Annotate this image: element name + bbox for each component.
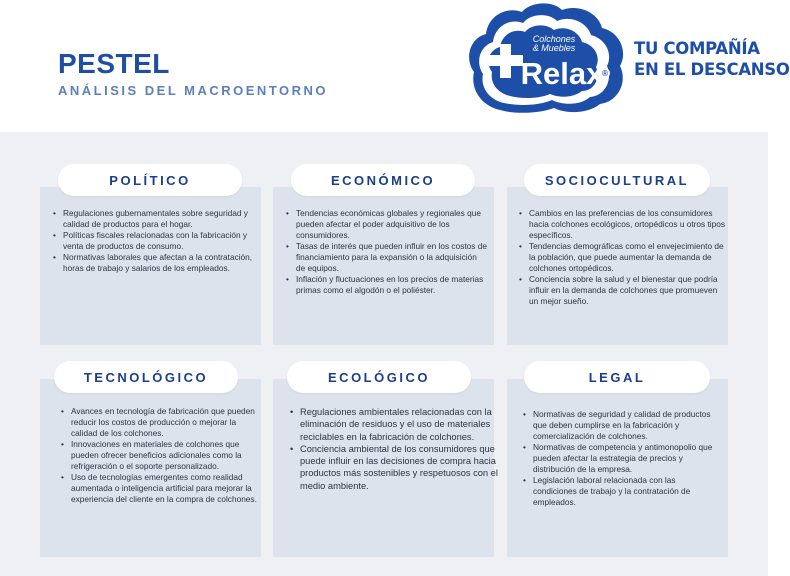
card-items-legal — [523, 409, 719, 508]
registered-mark: ® — [602, 69, 608, 78]
logo-brand: Relax — [520, 56, 604, 91]
logo-line-2: & Muebles — [532, 43, 576, 53]
card-label-legal: LEGAL — [524, 361, 710, 393]
header — [0, 0, 790, 132]
tagline-line-1: TU COMPAÑÍA — [634, 39, 760, 58]
list-item: • Tendencias demográficas como el envejecimiento de la población, que puede aumentar la demanda de colchones ortopédicos. — [529, 241, 727, 274]
list-item: • Normativas de competencia y antimonopolio que pueden afectar la estrategia de precios y distribución de la empresa. — [533, 442, 719, 475]
list-item: • Normativas de seguridad y calidad de productos que deben cumplirse en la fabricación y comercialización de colchones. — [533, 409, 719, 442]
list-item: • Tasas de interés que pueden influir en los costos de financiamiento para la expansión o la adquisición de equipos. — [296, 241, 488, 274]
list-item: • Conciencia ambiental de los consumidores que puede influir en las decisiones de compra hacia productos más sostenibles y respetuosos con el medio ambiente. — [300, 443, 507, 492]
page-title: PESTEL — [58, 48, 170, 79]
list-item: • Políticas fiscales relacionadas con la fabricación y venta de productos de consumo. — [63, 230, 255, 252]
card-label-sociocultural: SOCIOCULTURAL — [524, 164, 710, 196]
list-item: • Regulaciones gubernamentales sobre seguridad y calidad de productos para el hogar. — [63, 208, 255, 230]
card-label-ecologico: ECOLÓGICO — [287, 361, 471, 393]
list-item: • Legislación laboral relacionada con las condiciones de trabajo y la contratación de empleados. — [533, 475, 719, 508]
card-label-politico: POLÍTICO — [58, 164, 242, 196]
list-item: • Avances en tecnología de fabricación que pueden reducir los costos de producción o mejorar la calidad de los colchones. — [71, 406, 258, 439]
page-subtitle: ANÁLISIS DEL MACROENTORNO — [58, 83, 329, 98]
list-item: • Inflación y fluctuaciones en los precios de materias primas como el algodón o el poliéster. — [296, 274, 488, 296]
pestel-grid — [0, 132, 768, 576]
card-items-politico — [53, 208, 255, 274]
card-label-tecnologico: TECNOLÓGICO — [54, 361, 238, 393]
list-item: • Normativas laborales que afectan a la contratación, horas de trabajo y salarios de los empleados. — [63, 252, 255, 274]
list-item: • Regulaciones ambientales relacionadas con la eliminación de residuos y el uso de materiales reciclables en la fabricación de colchones. — [300, 406, 507, 443]
logo-line-1: Colchones — [532, 34, 576, 44]
list-item: • Cambios en las preferencias de los consumidores hacia colchones ecológicos, ortopédicos u otros tipos específicos. — [529, 208, 727, 241]
list-item: • Innovaciones en materiales de colchones que pueden ofrecer beneficios adicionales como la refrigeración o el soporte personalizado. — [71, 439, 258, 472]
relax-logo — [466, 2, 626, 114]
card-items-tecnologico — [61, 406, 258, 505]
tagline — [634, 38, 790, 80]
list-item: • Uso de tecnologías emergentes como realidad aumentada o inteligencia artificial para mejorar la experiencia del cliente en la compra de colchones. — [71, 472, 258, 505]
list-item: • Conciencia sobre la salud y el bienestar que podría influir en la demanda de colchones que promueven un mejor sueño. — [529, 274, 727, 307]
card-items-ecologico — [290, 406, 507, 492]
card-label-economico: ECONÓMICO — [291, 164, 475, 196]
list-item: • Tendencias económicas globales y regionales que pueden afectar el poder adquisitivo de los consumidores. — [296, 208, 488, 241]
tagline-line-2: EN EL DESCANSO — [634, 60, 790, 79]
card-items-economico — [286, 208, 488, 296]
card-items-sociocultural — [519, 208, 727, 307]
